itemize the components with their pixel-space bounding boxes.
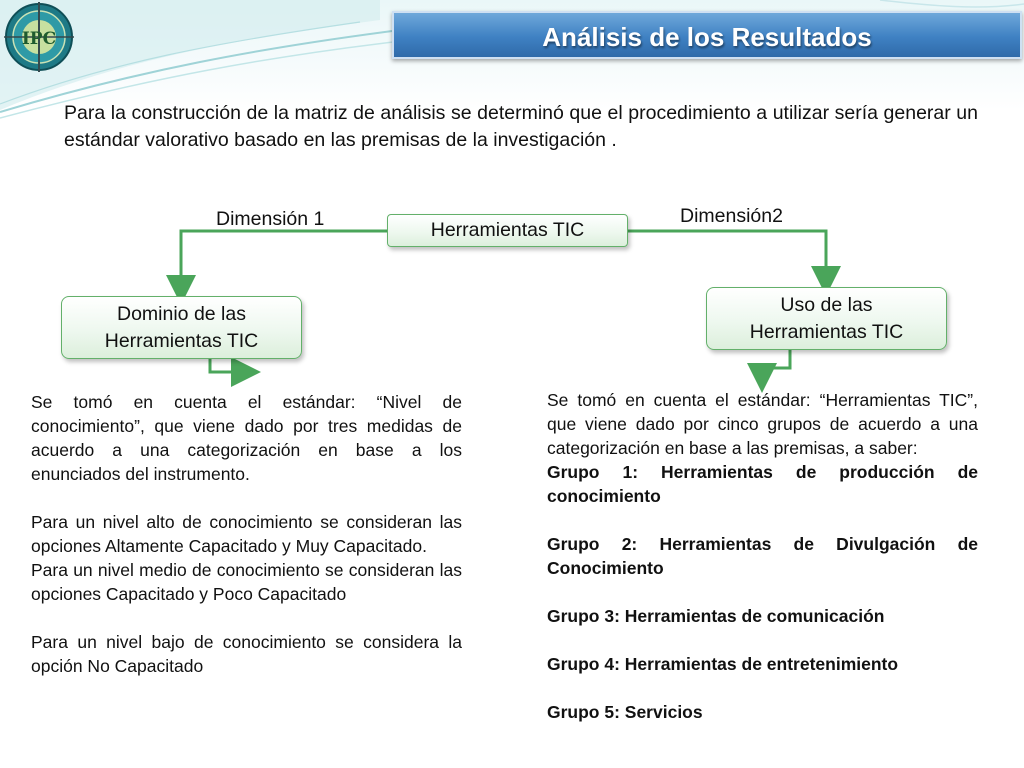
left-paragraph-3: Para un nivel medio de conocimiento se consideran las opciones Capacitado y Poco Capacitado bbox=[31, 560, 462, 604]
right-node bbox=[706, 287, 947, 350]
group-3: Grupo 3: Herramientas de comunicación bbox=[547, 606, 885, 626]
connector-left-to-text bbox=[210, 359, 246, 372]
dimension1-label: Dimensión 1 bbox=[216, 208, 325, 230]
logo-text: IPC bbox=[21, 29, 57, 49]
group-2: Grupo 2: Herramientas de Divulgación de Conocimiento bbox=[547, 534, 978, 578]
right-paragraph-1: Se tomó en cuenta el estándar: “Herramientas TIC”, que viene dado por cinco grupos de acuerdo a una categorización en base a las premisas, a saber: bbox=[547, 390, 978, 458]
left-node-line1: Dominio de las bbox=[117, 302, 246, 325]
title-bar bbox=[392, 11, 1022, 59]
right-node-line2: Herramientas TIC bbox=[749, 320, 904, 343]
root-node-label: Herramientas TIC bbox=[430, 219, 585, 241]
left-paragraph-4: Para un nivel bajo de conocimiento se considera la opción No Capacitado bbox=[31, 632, 462, 676]
left-text-column bbox=[31, 390, 462, 678]
right-node-line1: Uso de las bbox=[780, 293, 873, 316]
left-paragraph-1: Se tomó en cuenta el estándar: “Nivel de conocimiento”, que viene dado por tres medidas de acuerdo a una categorización en base a los enunciados del instrumento. bbox=[31, 392, 462, 484]
connector-right-to-text bbox=[762, 350, 790, 378]
connector-root-to-left bbox=[181, 231, 387, 290]
left-node-line2: Herramientas TIC bbox=[104, 329, 259, 352]
left-paragraph-2: Para un nivel alto de conocimiento se consideran las opciones Altamente Capacitado y Muy Capacitado. bbox=[31, 512, 462, 556]
ipc-logo-icon bbox=[2, 0, 76, 74]
dimension2-label: Dimensión2 bbox=[680, 205, 783, 227]
root-node bbox=[387, 214, 628, 247]
group-4: Grupo 4: Herramientas de entretenimiento bbox=[547, 654, 899, 674]
group-1: Grupo 1: Herramientas de producción de conocimiento bbox=[547, 462, 978, 506]
left-node bbox=[61, 296, 302, 359]
intro-paragraph: Para la construcción de la matriz de análisis se determinó que el procedimiento a utilizar sería generar un estándar valorativo basado en las premisas de la investigación . bbox=[64, 102, 978, 151]
group-5: Grupo 5: Servicios bbox=[547, 702, 703, 722]
page-title: Análisis de los Resultados bbox=[542, 22, 872, 52]
connector-root-to-right bbox=[628, 231, 826, 281]
right-text-column bbox=[547, 388, 978, 724]
